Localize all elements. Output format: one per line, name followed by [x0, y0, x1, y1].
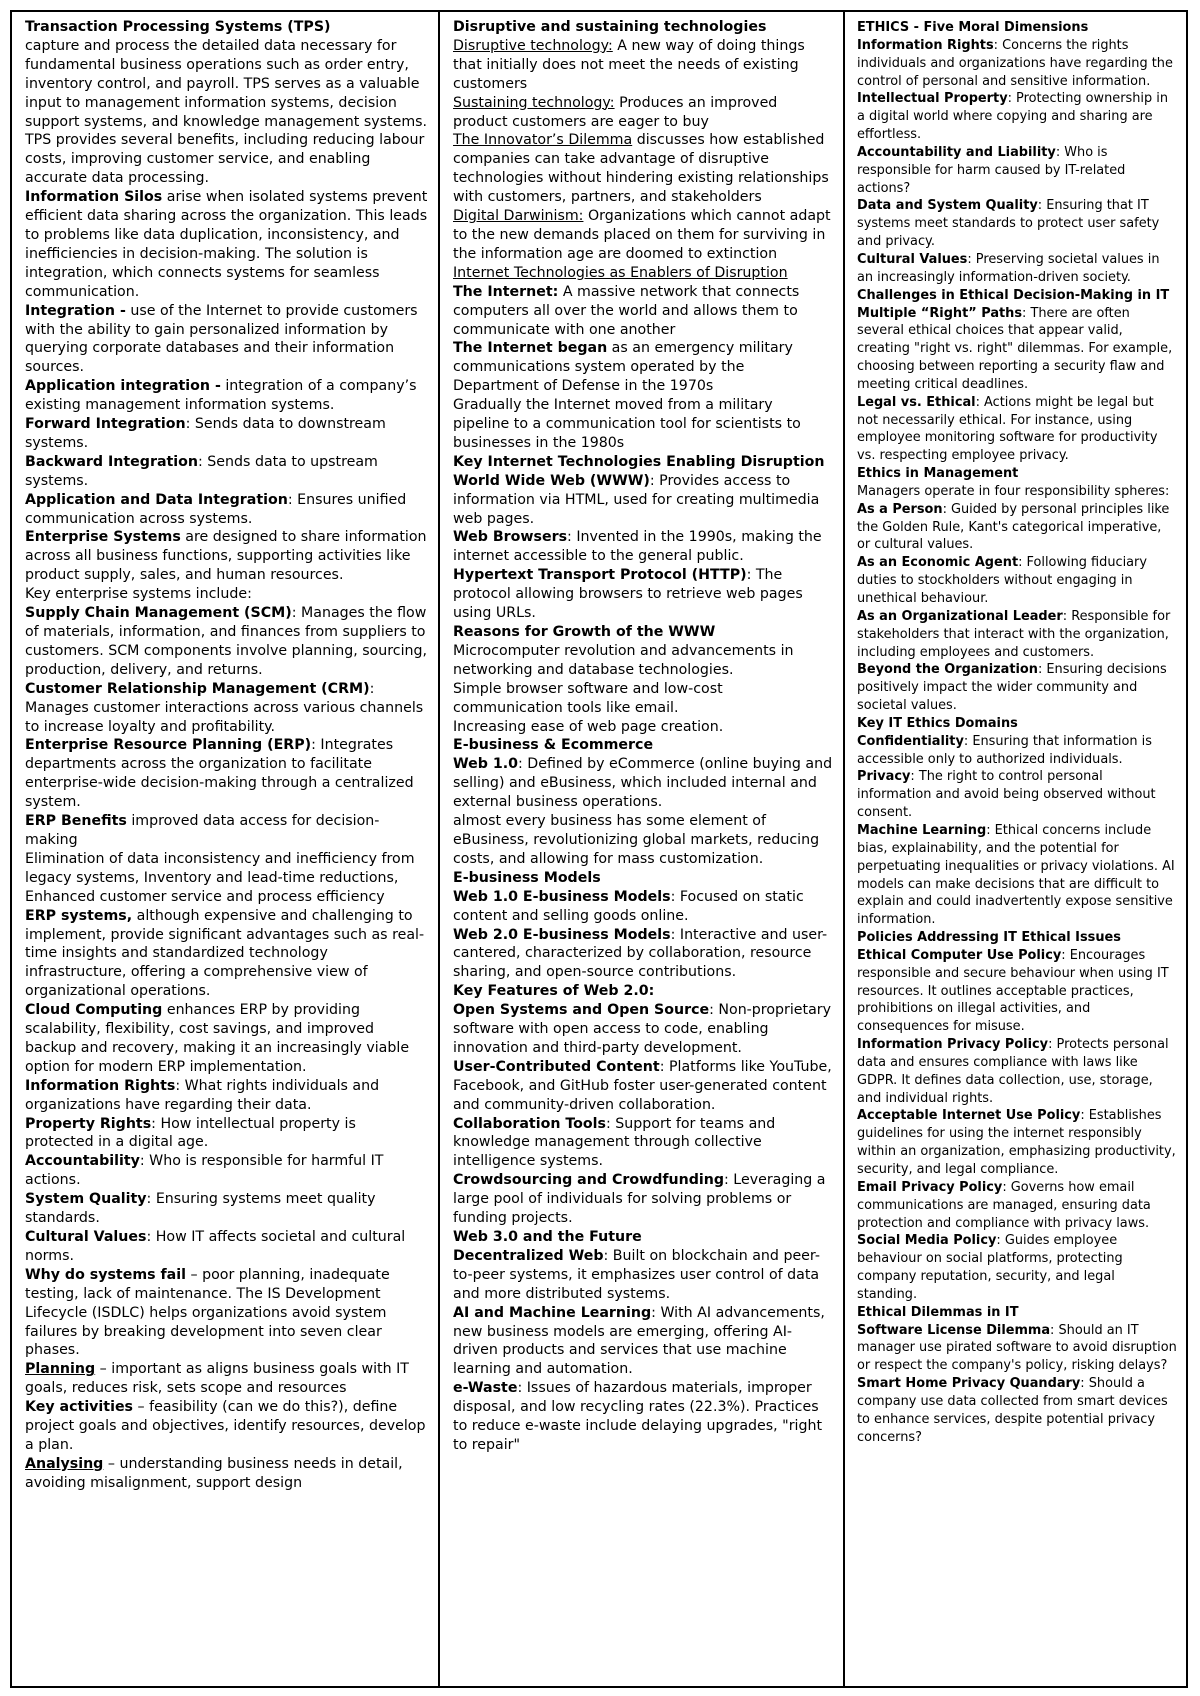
body-text: : There are often several ethical choices that appear valid, creating "right vs. right" dilemmas. For example, choosing between reporting a security flaw and meeting critical deadlines.	[857, 305, 1173, 392]
paragraph	[857, 1322, 1178, 1376]
paragraph	[857, 1375, 1178, 1446]
paragraph	[25, 188, 428, 301]
heading-term: Information Silos	[25, 189, 163, 206]
paragraph	[453, 1228, 833, 1247]
body-text: discusses how established companies can take advantage of disruptive technologies without hindering existing relationships with customers, partners, and stakeholders	[453, 132, 829, 206]
body-text: Elimination of data inconsistency and inefficiency from legacy systems, Inventory and lead-time reductions,	[25, 850, 415, 886]
body-text: : Built on blockchain and peer-to-peer systems, it emphasizes user control of data and more distributed systems.	[453, 1247, 820, 1302]
paragraph	[857, 251, 1178, 287]
heading-term: Web 2.0 E-business Models	[453, 926, 671, 943]
heading-term: Collaboration Tools	[453, 1115, 606, 1132]
body-text: : Ethical concerns include bias, explainability, and the potential for perpetuating inequalities or privacy violations. AI models can make decisions that are difficult to explain and could inadvertently expose sensitive information.	[857, 822, 1175, 928]
heading-term: System Quality	[25, 1191, 147, 1208]
body-text: A new way of doing things that initially does not meet the needs of existing customers	[453, 37, 805, 92]
heading-term: Planning	[25, 1361, 96, 1378]
heading-term: Legal vs. Ethical	[857, 394, 976, 410]
body-text: : The protocol allowing browsers to retrieve web pages using URLs.	[453, 567, 803, 622]
body-text: improved data access for decision-making	[25, 813, 380, 848]
heading-term: Beyond the Organization	[857, 662, 1038, 678]
body-text: : What rights individuals and organizations have regarding their data.	[25, 1077, 380, 1113]
paragraph	[25, 1115, 428, 1153]
paragraph	[453, 264, 833, 283]
heading-term: Ethical Computer Use Policy	[857, 947, 1062, 963]
paragraph	[857, 19, 1178, 37]
body-text: : Preserving societal values in an increasingly information-driven society.	[857, 251, 1160, 285]
heading-term: e-Waste	[453, 1380, 518, 1397]
body-text: use of the Internet to provide customers with the ability to gain personalized information by querying corporate databases and their information sources.	[25, 302, 418, 376]
paragraph	[25, 850, 428, 888]
body-text: – poor planning, inadequate testing, lack of maintenance. The IS Development Lifecycle (ISDLC) helps organizations avoid system failures by breaking development into seven clear phases.	[25, 1266, 390, 1359]
heading-term: Disruptive and sustaining technologies	[453, 19, 767, 35]
body-text: : Following fiduciary duties to stockholders without engaging in unethical behaviour.	[857, 555, 1147, 606]
body-text: – feasibility (can we do this?), define project goals and objectives, identify resources, develop a plan.	[25, 1399, 426, 1453]
body-text: Gradually the Internet moved from a military pipeline to a communication tool for scientists to businesses in the 1980s	[453, 397, 801, 451]
heading-term: Decentralized Web	[453, 1247, 604, 1264]
paragraph	[25, 1077, 428, 1115]
body-text: Key enterprise systems include:	[25, 586, 252, 603]
paragraph	[857, 483, 1178, 501]
heading-term: ETHICS - Five Moral Dimensions	[857, 20, 1089, 35]
body-text: : Platforms like YouTube, Facebook, and GitHub foster user-generated content and community-driven collaboration.	[453, 1058, 832, 1113]
paragraph	[857, 768, 1178, 822]
column-disruptive-technologies	[440, 12, 845, 1686]
heading-term: Property Rights	[25, 1115, 152, 1132]
paragraph	[25, 37, 428, 188]
body-text: – understanding business needs in detail, avoiding misalignment, support design	[25, 1455, 403, 1491]
column-information-systems	[12, 12, 440, 1686]
heading-term: Ethics in Management	[857, 466, 1019, 482]
heading-term: ERP Benefits	[25, 813, 127, 830]
heading-term: Policies Addressing IT Ethical Issues	[857, 930, 1121, 946]
heading-term: Email Privacy Policy	[857, 1179, 1003, 1195]
paragraph	[857, 305, 1178, 394]
paragraph	[453, 131, 833, 207]
heading-term: Cultural Values	[25, 1229, 147, 1245]
paragraph	[25, 491, 428, 529]
paragraph	[453, 1058, 833, 1115]
body-text: : Sends data to downstream systems.	[25, 416, 386, 451]
paragraph	[857, 394, 1178, 465]
body-text: : The right to control personal information and avoid being observed without consent.	[857, 769, 1156, 821]
body-text: : Invented in the 1990s, making the internet accessible to the general public.	[453, 529, 822, 565]
body-text: : Guides employee behaviour on social platforms, protecting company reputation, security, and legal standing.	[857, 1233, 1123, 1302]
body-text: enhances ERP by providing scalability, flexibility, cost savings, and improved backup and recovery, making it an increasingly viable option for modern ERP implementation.	[25, 1002, 410, 1075]
body-text: : Ensuring that information is accessible only to authorized individuals.	[857, 733, 1152, 767]
heading-term: Social Media Policy	[857, 1233, 997, 1249]
paragraph	[857, 465, 1178, 483]
body-text: : Who is responsible for harm caused by IT-related actions?	[857, 144, 1126, 196]
paragraph	[25, 18, 428, 37]
paragraph	[857, 1107, 1178, 1178]
paragraph	[453, 528, 833, 566]
paragraph	[25, 680, 428, 737]
body-text: : Sends data to upstream systems.	[25, 453, 378, 489]
body-text: Produces an improved product customers are eager to buy	[453, 94, 778, 130]
paragraph	[857, 733, 1178, 769]
paragraph	[857, 90, 1178, 144]
heading-term: ERP systems,	[25, 907, 133, 924]
body-text: : Ensuring systems meet quality standards.	[25, 1191, 376, 1227]
heading-term: Forward Integration	[25, 416, 186, 433]
heading-term: Cloud Computing	[25, 1002, 163, 1019]
paragraph	[25, 302, 428, 378]
heading-term: Machine Learning	[857, 822, 987, 838]
heading-term: Internet Technologies as Enablers of Disruption	[453, 264, 788, 281]
paragraph	[25, 377, 428, 415]
body-text: although expensive and challenging to implement, provide significant advantages such as real-time insights and standardized technology infrastructure, offering a comprehensive view of organizational operations.	[25, 907, 425, 1000]
paragraph	[453, 1001, 833, 1058]
heading-term: Application integration -	[25, 378, 221, 395]
body-text: : Guided by personal principles like the Golden Rule, Kant's categorical imperative, or cultural values.	[857, 501, 1170, 553]
heading-term: Web 1.0 E-business Models	[453, 888, 671, 905]
body-text: : Concerns the rights individuals and organizations have regarding the control of personal and sensitive information.	[857, 37, 1173, 89]
heading-term: Confidentiality	[857, 733, 964, 749]
paragraph	[25, 736, 428, 812]
paragraph	[25, 888, 428, 907]
paragraph	[453, 1304, 833, 1380]
body-text: : Protects personal data and ensures compliance with laws like GDPR. It defines data collection, use, storage, and individual rights.	[857, 1037, 1169, 1106]
heading-term: Information Rights	[857, 37, 994, 53]
paragraph	[453, 680, 833, 718]
body-text: : Defined by eCommerce (online buying and selling) and eBusiness, which included internal and external business operations.	[453, 756, 833, 811]
paragraph	[25, 415, 428, 453]
paragraph	[857, 554, 1178, 608]
paragraph	[857, 144, 1178, 198]
heading-term: Sustaining technology:	[453, 94, 615, 111]
heading-term: The Internet:	[453, 283, 559, 300]
heading-term: Supply Chain Management (SCM)	[25, 605, 292, 622]
body-text: Microcomputer revolution and advancements in networking and database technologies.	[453, 642, 794, 678]
heading-term: Hypertext Transport Protocol (HTTP)	[453, 567, 747, 584]
paragraph	[857, 1304, 1178, 1322]
heading-term: Transaction Processing Systems (TPS)	[25, 19, 331, 35]
paragraph	[453, 396, 833, 453]
paragraph	[857, 822, 1178, 929]
heading-term: Data and System Quality	[857, 198, 1038, 214]
paragraph	[25, 1360, 428, 1398]
heading-term: Reasons for Growth of the WWW	[453, 624, 716, 640]
paragraph	[453, 1379, 833, 1455]
body-text: : Focused on static content and selling goods online.	[453, 888, 804, 924]
body-text: Increasing ease of web page creation.	[453, 718, 724, 735]
paragraph	[453, 472, 833, 529]
paragraph	[453, 869, 833, 888]
heading-term: E-business Models	[453, 869, 601, 886]
body-text: : Protecting ownership in a digital world where copying and sharing are effortless.	[857, 91, 1168, 143]
body-text: almost every business has some element of eBusiness, revolutionizing global markets, reducing costs, and allowing for mass customization.	[453, 813, 820, 867]
body-text: integration of a company’s existing management information systems.	[25, 378, 417, 414]
heading-term: Key Internet Technologies Enabling Disruption	[453, 453, 825, 470]
body-text: : Responsible for stakeholders that interact with the organization, including employees and customers.	[857, 608, 1171, 660]
paragraph	[857, 501, 1178, 555]
heading-term: Software License Dilemma	[857, 1322, 1051, 1338]
paragraph	[857, 661, 1178, 715]
paragraph	[857, 287, 1178, 305]
body-text: Managers operate in four responsibility spheres:	[857, 483, 1170, 499]
body-text: Simple browser software and low-cost communication tools like email.	[453, 680, 723, 716]
paragraph	[857, 1232, 1178, 1303]
body-text: : Governs how email communications are managed, ensuring data protection and compliance with privacy laws.	[857, 1179, 1151, 1231]
body-text: : Leveraging a large pool of individuals for solving problems or funding projects.	[453, 1172, 826, 1227]
heading-term: Ethical Dilemmas in IT	[857, 1304, 1019, 1320]
paragraph	[857, 715, 1178, 733]
paragraph	[25, 604, 428, 680]
paragraph	[453, 94, 833, 132]
paragraph	[453, 888, 833, 926]
heading-term: E-business & Ecommerce	[453, 737, 654, 754]
heading-term: Key IT Ethics Domains	[857, 715, 1018, 731]
heading-term: Backward Integration	[25, 453, 199, 470]
paragraph	[25, 528, 428, 585]
body-text: : Manages customer interactions across various channels to increase loyalty and profitability.	[25, 680, 424, 735]
heading-term: Web Browsers	[453, 529, 568, 546]
paragraph	[453, 1171, 833, 1228]
body-text: : Ensuring decisions positively impact the wider community and societal values.	[857, 662, 1167, 714]
paragraph	[453, 926, 833, 983]
heading-term: Open Systems and Open Source	[453, 1002, 710, 1019]
heading-term: As an Organizational Leader	[857, 608, 1063, 624]
heading-term: Disruptive technology:	[453, 37, 613, 54]
paragraph	[857, 1179, 1178, 1233]
paragraph	[453, 736, 833, 755]
body-text: : Integrates departments across the organization to facilitate enterprise-wide decision-making through a centralized system.	[25, 737, 414, 811]
paragraph	[857, 1036, 1178, 1107]
heading-term: Why do systems fail	[25, 1266, 186, 1283]
paragraph	[453, 339, 833, 396]
heading-term: As an Economic Agent	[857, 555, 1019, 571]
paragraph	[25, 1152, 428, 1190]
heading-term: The Internet began	[453, 340, 608, 357]
body-text: : Establishes guidelines for using the internet responsibly within an organization, emphasizing productivity, security, and legal compliance.	[857, 1108, 1176, 1177]
paragraph	[25, 1455, 428, 1493]
heading-term: Smart Home Privacy Quandary	[857, 1376, 1081, 1392]
body-text: : Non-proprietary software with open access to code, enabling innovation and third-party development.	[453, 1002, 832, 1056]
paragraph	[25, 1398, 428, 1455]
heading-term: Web 3.0 and the Future	[453, 1229, 642, 1245]
paragraph	[857, 929, 1178, 947]
body-text: : Encourages responsible and secure behaviour when using IT resources. It outlines acceptable practices, prohibitions on illegal activities, and consequences for misuse.	[857, 947, 1169, 1035]
heading-term: Key activities	[25, 1399, 134, 1416]
body-text: as an emergency military communications system operated by the Department of Defense in the 1970s	[453, 340, 793, 395]
paragraph	[25, 1266, 428, 1361]
heading-term: AI and Machine Learning	[453, 1304, 652, 1321]
heading-term: User-Contributed Content	[453, 1058, 660, 1075]
heading-term: Multiple “Right” Paths	[857, 305, 1023, 321]
heading-term: Privacy	[857, 769, 911, 785]
paragraph	[25, 1001, 428, 1077]
body-text: capture and process the detailed data necessary for fundamental business operations such as order entry, inventory control, and payroll. TPS serves as a valuable input to management information systems, decision support systems, and knowledge management systems. TPS provides several benefits, including reducing labour costs, improving customer service, and enabling accurate data processing.	[25, 37, 428, 187]
body-text: Enhanced customer service and process efficiency	[25, 888, 385, 905]
heading-term: Crowdsourcing and Crowdfunding	[453, 1172, 725, 1189]
paragraph	[857, 37, 1178, 91]
heading-term: Information Privacy Policy	[857, 1037, 1049, 1053]
heading-term: Enterprise Systems	[25, 529, 181, 546]
heading-term: Acceptable Internet Use Policy	[857, 1108, 1081, 1124]
heading-term: The Innovator’s Dilemma	[453, 132, 633, 149]
paragraph	[453, 453, 833, 472]
body-text: A massive network that connects computers all over the world and allows them to communicate with one another	[453, 283, 800, 338]
paragraph	[857, 608, 1178, 662]
heading-term: Intellectual Property	[857, 91, 1008, 107]
paragraph	[453, 37, 833, 94]
heading-term: World Wide Web (WWW)	[453, 472, 650, 489]
heading-term: Customer Relationship Management (CRM)	[25, 680, 370, 697]
body-text: : Support for teams and knowledge management through collective intelligence systems.	[453, 1115, 776, 1170]
paragraph	[857, 197, 1178, 251]
paragraph	[25, 585, 428, 604]
body-text: – important as aligns business goals with IT goals, reduces risk, sets scope and resources	[25, 1361, 409, 1397]
heading-term: Application and Data Integration	[25, 491, 288, 508]
heading-term: Enterprise Resource Planning (ERP)	[25, 737, 312, 754]
paragraph	[453, 623, 833, 642]
paragraph	[25, 453, 428, 491]
paragraph	[857, 947, 1178, 1036]
paragraph	[453, 642, 833, 680]
paragraph	[25, 812, 428, 850]
body-text: : Interactive and user-cantered, characterized by collaboration, resource sharing, and open-source contributions.	[453, 926, 828, 981]
body-text: : Actions might be legal but not necessarily ethical. For instance, using employee monitoring software for productivity vs. respecting employee privacy.	[857, 394, 1158, 464]
cheat-sheet	[10, 10, 1188, 1688]
heading-term: Information Rights	[25, 1077, 176, 1094]
paragraph	[453, 18, 833, 37]
heading-term: Analysing	[25, 1455, 104, 1472]
body-text: : Manages the flow of materials, information, and finances from suppliers to customers. SCM components involve planning, sourcing, production, delivery, and returns.	[25, 605, 428, 678]
body-text: arise when isolated systems prevent efficient data sharing across the organization. This leads to problems like data duplication, inconsistency, and inefficiencies in decision-making. The solution is integration, which connects systems for seamless communication.	[25, 189, 428, 300]
body-text: Organizations which cannot adapt to the new demands placed on them for surviving in the information age are doomed to extinction	[453, 208, 831, 262]
paragraph	[453, 718, 833, 737]
body-text: : Should a company use data collected from smart devices to enhance services, despite potential privacy concerns?	[857, 1376, 1168, 1445]
body-text: are designed to share information across all business functions, supporting activities like product supply, sales, and human resources.	[25, 529, 427, 584]
body-text: : With AI advancements, new business models are emerging, offering AI-driven products and services that use machine learning and automation.	[453, 1304, 825, 1378]
body-text: : Issues of hazardous materials, improper disposal, and low recycling rates (22.3%). Practices to reduce e-waste include delaying upgrades, "right to repair"	[453, 1380, 823, 1453]
body-text: : How intellectual property is protected in a digital age.	[25, 1115, 356, 1151]
paragraph	[25, 1190, 428, 1228]
heading-term: Accountability and Liability	[857, 144, 1056, 160]
paragraph	[453, 207, 833, 264]
heading-term: Integration -	[25, 302, 126, 319]
paragraph	[453, 755, 833, 812]
body-text: : Who is responsible for harmful IT actions.	[25, 1153, 384, 1189]
body-text: : Should an IT manager use pirated software to avoid disruption or respect the company's policy, risking delays?	[857, 1322, 1177, 1374]
heading-term: Accountability	[25, 1153, 140, 1170]
paragraph	[453, 566, 833, 623]
heading-term: Key Features of Web 2.0:	[453, 983, 655, 1000]
body-text: : Ensures unified communication across systems.	[25, 491, 407, 527]
paragraph	[453, 1247, 833, 1304]
paragraph	[25, 1228, 428, 1266]
paragraph	[25, 907, 428, 1002]
paragraph	[453, 1115, 833, 1172]
heading-term: Challenges in Ethical Decision-Making in IT	[857, 287, 1170, 303]
paragraph	[453, 812, 833, 869]
body-text: : Provides access to information via HTML, used for creating multimedia web pages.	[453, 472, 820, 527]
paragraph	[453, 283, 833, 340]
body-text: : How IT affects societal and cultural norms.	[25, 1229, 406, 1264]
heading-term: Web 1.0	[453, 756, 518, 773]
heading-term: Cultural Values	[857, 251, 968, 267]
body-text: : Ensuring that IT systems meet standards to protect user safety and privacy.	[857, 198, 1160, 250]
heading-term: Digital Darwinism:	[453, 208, 584, 225]
heading-term: As a Person	[857, 501, 943, 517]
paragraph	[453, 982, 833, 1001]
column-ethics	[845, 12, 1186, 1686]
